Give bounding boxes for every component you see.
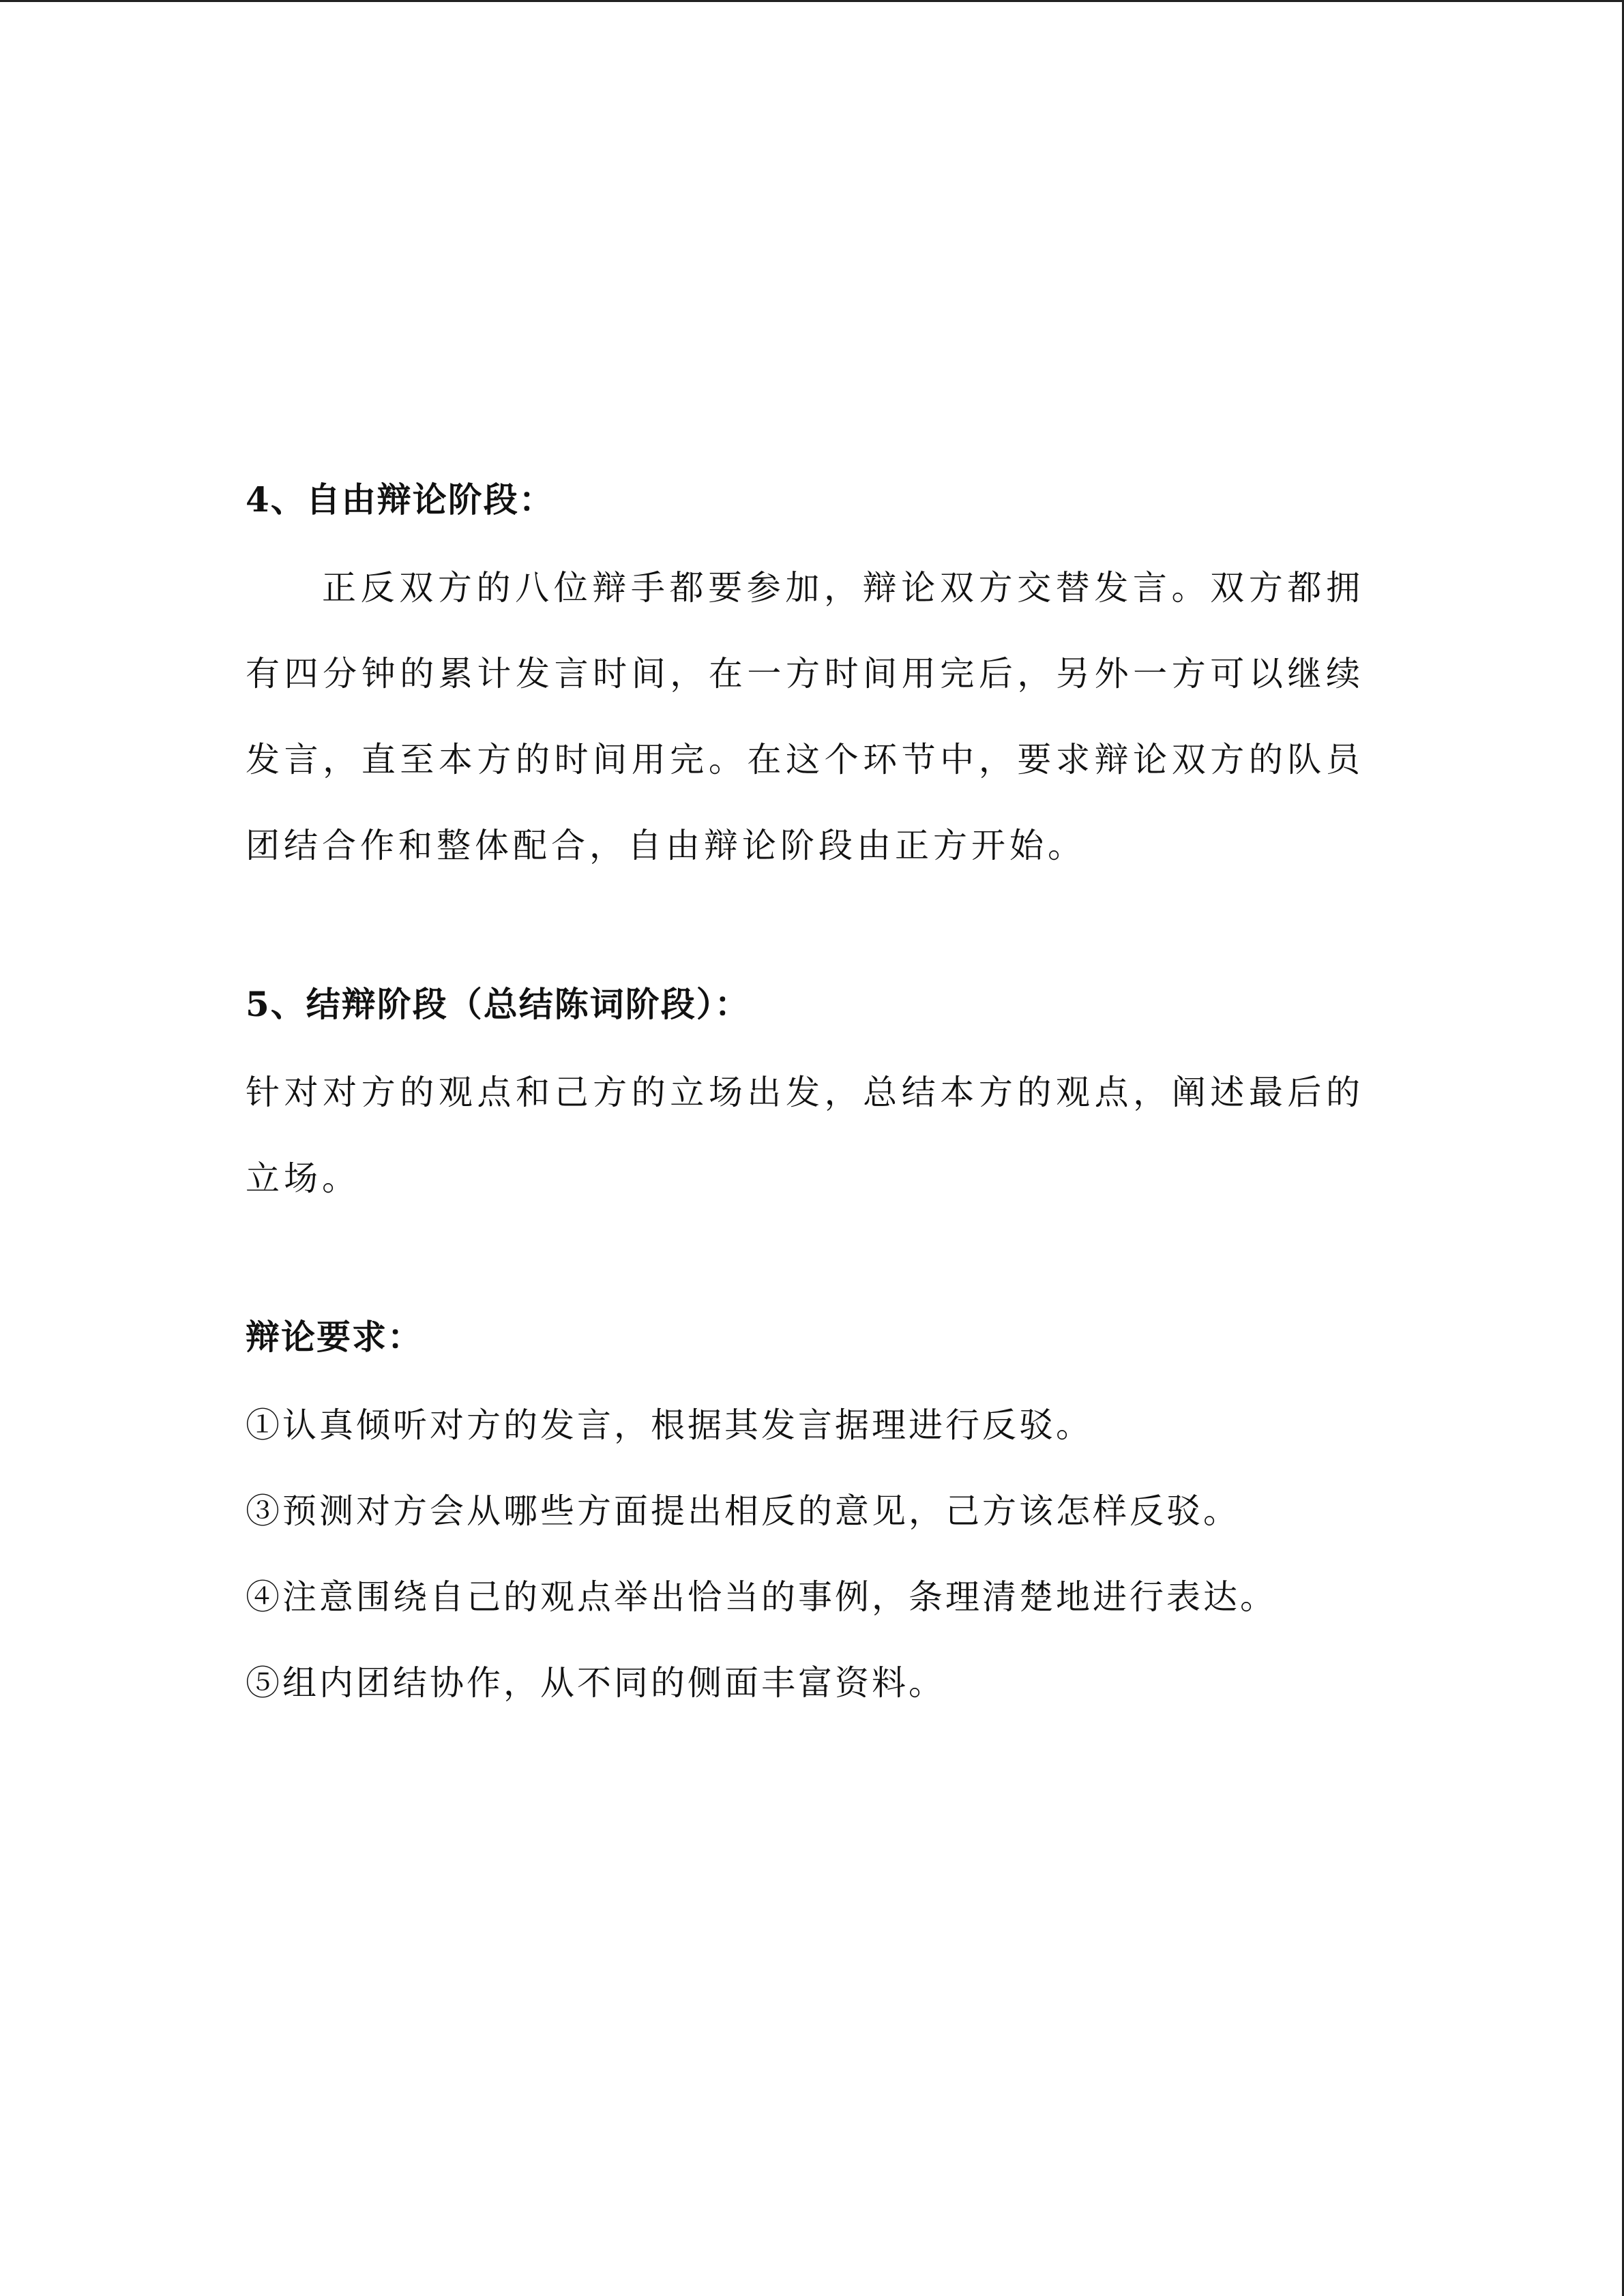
requirements-list (246, 1382, 1364, 1726)
requirement-item-4: ④注意围绕自己的观点举出恰当的事例，条理清楚地进行表达。 (246, 1577, 1277, 1617)
section-4-paragraph: 正反双方的八位辩手都要参加，辩论双方交替发言。双方都拥有四分钟的累计发言时间，在一方时间用完后，另外一方可以继续发言，直至本方的时间用完。在这个环节中，要求辩论双方的队员团结合作和整体配合，自由辩论阶段由正方开始。 (246, 568, 1364, 865)
requirements-heading: 辩论要求： (246, 1317, 423, 1357)
document-body (246, 466, 1364, 1726)
requirement-item-3: ③预测对方会从哪些方面提出相反的意见，己方该怎样反驳。 (246, 1491, 1240, 1531)
requirement-item-1: ①认真倾听对方的发言，根据其发言据理进行反驳。 (246, 1405, 1093, 1445)
section-4-heading: 4、自由辩论阶段： (246, 479, 555, 520)
section-5-heading: 5、结辩阶段（总结陈词阶段）： (246, 984, 750, 1024)
section-5-paragraph: 针对对方的观点和己方的立场出发，总结本方的观点，阐述最后的立场。 (246, 1073, 1364, 1198)
requirement-item-5: ⑤组内团结协作，从不同的侧面丰富资料。 (246, 1663, 945, 1703)
